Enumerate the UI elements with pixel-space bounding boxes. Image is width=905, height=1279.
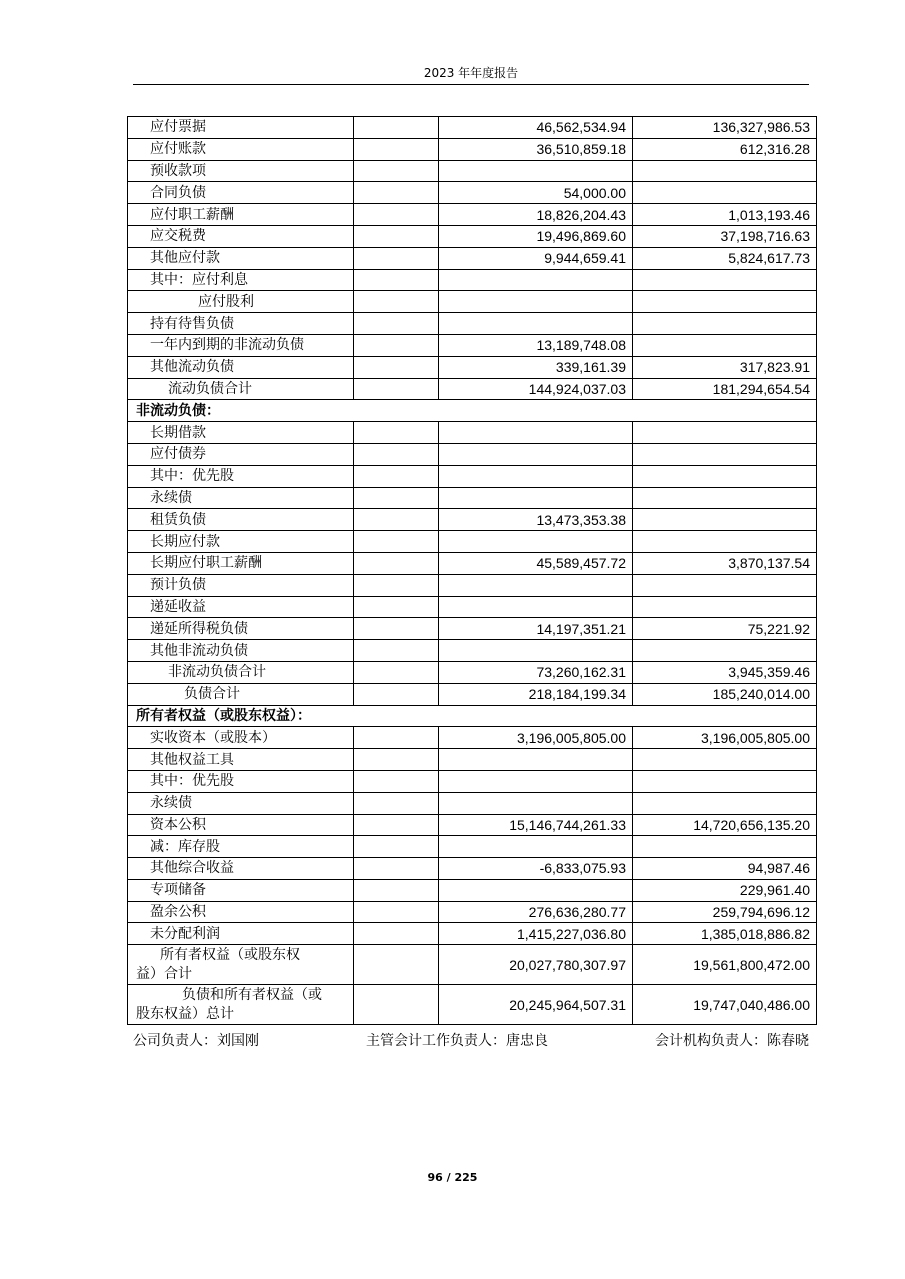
prior-period-value: 75,221.92 — [633, 618, 817, 640]
note-cell — [354, 443, 439, 465]
table-row — [128, 640, 817, 662]
table-row — [128, 378, 817, 400]
line-item-label: 其他综合收益 — [128, 858, 354, 880]
line-item-label-line1: 负债和所有者权益（或 — [182, 986, 322, 1003]
current-period-value: 339,161.39 — [439, 356, 633, 378]
note-cell — [354, 661, 439, 683]
note-cell — [354, 334, 439, 356]
current-period-value: 73,260,162.31 — [439, 661, 633, 683]
line-item-label: 租赁负债 — [128, 509, 354, 531]
prior-period-value: 19,561,800,472.00 — [633, 945, 817, 985]
table-row — [128, 792, 817, 814]
line-item-label — [128, 985, 354, 1025]
table-row — [128, 117, 817, 139]
line-item-label: 负债合计 — [128, 683, 354, 705]
prior-period-value: 259,794,696.12 — [633, 901, 817, 923]
table-row — [128, 465, 817, 487]
prior-period-value — [633, 269, 817, 291]
line-item-label: 应付职工薪酬 — [128, 204, 354, 226]
note-cell — [354, 923, 439, 945]
line-item-label: 应付债券 — [128, 443, 354, 465]
line-item-label — [128, 945, 354, 985]
prior-period-value: 612,316.28 — [633, 138, 817, 160]
table-row — [128, 356, 817, 378]
section-heading: 所有者权益（或股东权益）： — [128, 705, 817, 727]
current-period-value: 15,146,744,261.33 — [439, 814, 633, 836]
note-cell — [354, 138, 439, 160]
prior-period-value: 181,294,654.54 — [633, 378, 817, 400]
current-period-value: 3,196,005,805.00 — [439, 727, 633, 749]
line-item-label: 长期应付款 — [128, 531, 354, 553]
line-item-label: 其中：优先股 — [128, 770, 354, 792]
note-cell — [354, 814, 439, 836]
current-period-value — [439, 291, 633, 313]
line-item-label: 长期应付职工薪酬 — [128, 552, 354, 574]
current-period-value — [439, 443, 633, 465]
prior-period-value: 19,747,040,486.00 — [633, 985, 817, 1025]
table-row — [128, 923, 817, 945]
table-row — [128, 749, 817, 771]
line-item-label: 实收资本（或股本） — [128, 727, 354, 749]
table-row — [128, 269, 817, 291]
table-row — [128, 334, 817, 356]
note-cell — [354, 574, 439, 596]
table-row — [128, 422, 817, 444]
current-period-value: 218,184,199.34 — [439, 683, 633, 705]
table-row — [128, 247, 817, 269]
table-row — [128, 858, 817, 880]
balance-sheet-body — [128, 117, 817, 1025]
current-period-value: 46,562,534.94 — [439, 117, 633, 139]
prior-period-value — [633, 596, 817, 618]
prior-period-value — [633, 792, 817, 814]
note-cell — [354, 160, 439, 182]
line-item-label: 非流动负债合计 — [128, 661, 354, 683]
prior-period-value: 3,870,137.54 — [633, 552, 817, 574]
note-cell — [354, 879, 439, 901]
line-item-label-line1: 所有者权益（或股东权 — [160, 946, 300, 963]
note-cell — [354, 749, 439, 771]
table-row — [128, 879, 817, 901]
current-period-value — [439, 749, 633, 771]
prior-period-value — [633, 509, 817, 531]
current-period-value — [439, 531, 633, 553]
table-row — [128, 985, 817, 1025]
prior-period-value: 317,823.91 — [633, 356, 817, 378]
table-row — [128, 727, 817, 749]
prior-period-value: 94,987.46 — [633, 858, 817, 880]
line-item-label: 应付账款 — [128, 138, 354, 160]
current-period-value — [439, 574, 633, 596]
note-cell — [354, 313, 439, 335]
table-row — [128, 705, 817, 727]
line-item-label: 流动负债合计 — [128, 378, 354, 400]
line-item-label: 合同负债 — [128, 182, 354, 204]
line-item-label: 应付股利 — [128, 291, 354, 313]
note-cell — [354, 204, 439, 226]
line-item-label: 专项储备 — [128, 879, 354, 901]
note-cell — [354, 618, 439, 640]
note-cell — [354, 640, 439, 662]
line-item-label: 其中：优先股 — [128, 465, 354, 487]
prior-period-value: 1,013,193.46 — [633, 204, 817, 226]
line-item-label: 减：库存股 — [128, 836, 354, 858]
signature-line — [133, 1030, 809, 1050]
current-period-value — [439, 160, 633, 182]
current-period-value: 13,473,353.38 — [439, 509, 633, 531]
prior-period-value: 136,327,986.53 — [633, 117, 817, 139]
header-divider — [133, 84, 809, 85]
line-item-label: 递延所得税负债 — [128, 618, 354, 640]
note-cell — [354, 683, 439, 705]
table-row — [128, 487, 817, 509]
note-cell — [354, 985, 439, 1025]
table-row — [128, 400, 817, 422]
current-period-value — [439, 640, 633, 662]
table-row — [128, 225, 817, 247]
table-row — [128, 661, 817, 683]
prior-period-value — [633, 182, 817, 204]
line-item-label: 持有待售负债 — [128, 313, 354, 335]
line-item-label-line2: 益）合计 — [136, 965, 192, 982]
prior-period-value — [633, 770, 817, 792]
note-cell — [354, 858, 439, 880]
note-cell — [354, 509, 439, 531]
note-cell — [354, 291, 439, 313]
prior-period-value — [633, 465, 817, 487]
current-period-value: 36,510,859.18 — [439, 138, 633, 160]
current-period-value — [439, 836, 633, 858]
note-cell — [354, 901, 439, 923]
table-row — [128, 945, 817, 985]
prior-period-value: 3,945,359.46 — [633, 661, 817, 683]
table-row — [128, 531, 817, 553]
prior-period-value — [633, 422, 817, 444]
current-period-value — [439, 465, 633, 487]
current-period-value: -6,833,075.93 — [439, 858, 633, 880]
current-period-value: 20,245,964,507.31 — [439, 985, 633, 1025]
table-row — [128, 814, 817, 836]
note-cell — [354, 487, 439, 509]
note-cell — [354, 225, 439, 247]
current-period-value: 144,924,037.03 — [439, 378, 633, 400]
prior-period-value — [633, 160, 817, 182]
table-row — [128, 509, 817, 531]
note-cell — [354, 465, 439, 487]
line-item-label: 永续债 — [128, 792, 354, 814]
line-item-label: 其他应付款 — [128, 247, 354, 269]
current-period-value: 276,636,280.77 — [439, 901, 633, 923]
table-row — [128, 596, 817, 618]
line-item-label: 其他非流动负债 — [128, 640, 354, 662]
line-item-label: 应付票据 — [128, 117, 354, 139]
prior-period-value — [633, 640, 817, 662]
prior-period-value: 37,198,716.63 — [633, 225, 817, 247]
line-item-label: 递延收益 — [128, 596, 354, 618]
accounting-org-head-signature: 会计机构负责人：陈春晓 — [655, 1033, 809, 1049]
note-cell — [354, 770, 439, 792]
note-cell — [354, 727, 439, 749]
prior-period-value — [633, 313, 817, 335]
current-period-value — [439, 313, 633, 335]
prior-period-value — [633, 291, 817, 313]
line-item-label: 盈余公积 — [128, 901, 354, 923]
prior-period-value — [633, 443, 817, 465]
line-item-label: 其他流动负债 — [128, 356, 354, 378]
line-item-label: 其中：应付利息 — [128, 269, 354, 291]
table-row — [128, 160, 817, 182]
company-head-signature: 公司负责人：刘国刚 — [133, 1033, 259, 1049]
line-item-label: 资本公积 — [128, 814, 354, 836]
prior-period-value: 185,240,014.00 — [633, 683, 817, 705]
line-item-label: 预计负债 — [128, 574, 354, 596]
prior-period-value — [633, 487, 817, 509]
table-row — [128, 443, 817, 465]
current-period-value: 20,027,780,307.97 — [439, 945, 633, 985]
note-cell — [354, 269, 439, 291]
prior-period-value: 14,720,656,135.20 — [633, 814, 817, 836]
table-row — [128, 770, 817, 792]
note-cell — [354, 182, 439, 204]
table-row — [128, 836, 817, 858]
note-cell — [354, 247, 439, 269]
prior-period-value — [633, 836, 817, 858]
line-item-label-line2: 股东权益）总计 — [136, 1005, 234, 1022]
line-item-label: 永续债 — [128, 487, 354, 509]
note-cell — [354, 117, 439, 139]
line-item-label: 一年内到期的非流动负债 — [128, 334, 354, 356]
table-row — [128, 182, 817, 204]
line-item-label: 预收款项 — [128, 160, 354, 182]
current-period-value: 13,189,748.08 — [439, 334, 633, 356]
accounting-head-signature: 主管会计工作负责人：唐忠良 — [366, 1033, 548, 1049]
note-cell — [354, 531, 439, 553]
current-period-value — [439, 879, 633, 901]
line-item-label: 未分配利润 — [128, 923, 354, 945]
table-row — [128, 291, 817, 313]
note-cell — [354, 356, 439, 378]
note-cell — [354, 945, 439, 985]
note-cell — [354, 378, 439, 400]
current-period-value: 14,197,351.21 — [439, 618, 633, 640]
note-cell — [354, 596, 439, 618]
page-number: 96 / 225 — [427, 1171, 478, 1184]
current-period-value: 45,589,457.72 — [439, 552, 633, 574]
current-period-value: 54,000.00 — [439, 182, 633, 204]
note-cell — [354, 836, 439, 858]
current-period-value: 1,415,227,036.80 — [439, 923, 633, 945]
prior-period-value — [633, 334, 817, 356]
current-period-value: 9,944,659.41 — [439, 247, 633, 269]
line-item-label: 应交税费 — [128, 225, 354, 247]
prior-period-value: 5,824,617.73 — [633, 247, 817, 269]
table-row — [128, 552, 817, 574]
prior-period-value: 229,961.40 — [633, 879, 817, 901]
current-period-value — [439, 792, 633, 814]
table-row — [128, 618, 817, 640]
current-period-value: 19,496,869.60 — [439, 225, 633, 247]
current-period-value: 18,826,204.43 — [439, 204, 633, 226]
report-header-title: 2023 年年度报告 — [423, 66, 519, 80]
current-period-value — [439, 269, 633, 291]
prior-period-value — [633, 574, 817, 596]
table-row — [128, 204, 817, 226]
current-period-value — [439, 596, 633, 618]
balance-sheet-table — [127, 116, 817, 1025]
note-cell — [354, 792, 439, 814]
prior-period-value — [633, 749, 817, 771]
prior-period-value — [633, 531, 817, 553]
current-period-value — [439, 770, 633, 792]
note-cell — [354, 422, 439, 444]
table-row — [128, 138, 817, 160]
current-period-value — [439, 422, 633, 444]
section-heading: 非流动负债： — [128, 400, 817, 422]
line-item-label: 长期借款 — [128, 422, 354, 444]
prior-period-value: 1,385,018,886.82 — [633, 923, 817, 945]
table-row — [128, 574, 817, 596]
line-item-label: 其他权益工具 — [128, 749, 354, 771]
table-row — [128, 901, 817, 923]
table-row — [128, 683, 817, 705]
current-period-value — [439, 487, 633, 509]
table-row — [128, 313, 817, 335]
prior-period-value: 3,196,005,805.00 — [633, 727, 817, 749]
note-cell — [354, 552, 439, 574]
